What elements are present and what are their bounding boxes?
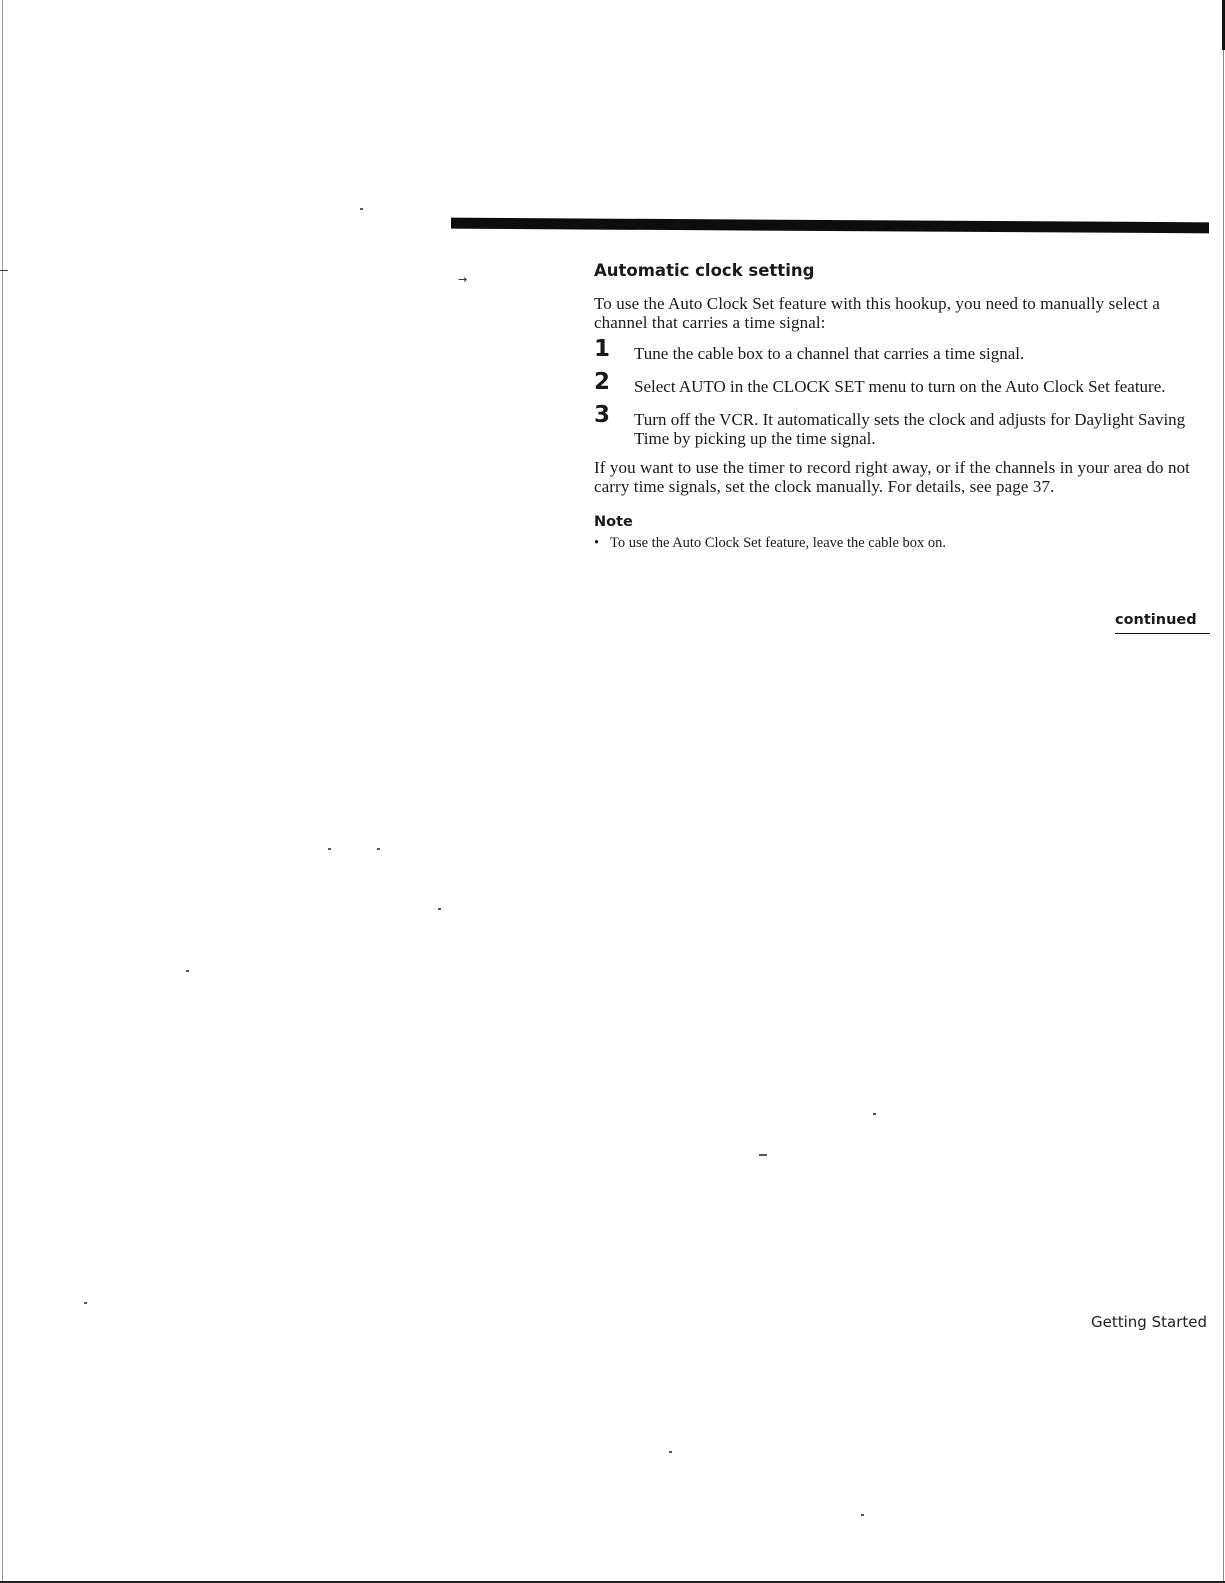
note-text: To use the Auto Clock Set feature, leave the cable box on. <box>610 535 947 551</box>
step-item <box>594 371 1194 396</box>
step-text: Tune the cable box to a channel that carries a time signal. <box>634 344 1025 363</box>
intro-paragraph: To use the Auto Clock Set feature with this hookup, you need to manually select a channel that carries a time signal: <box>594 294 1160 332</box>
scan-speck <box>438 908 441 910</box>
scan-speck <box>328 848 331 850</box>
margin-arrow-mark: → <box>458 273 468 286</box>
header-rule <box>451 218 1209 234</box>
step-item <box>594 404 1194 448</box>
note-item <box>594 534 1194 553</box>
scan-speck <box>377 848 380 850</box>
step-item <box>594 338 1194 363</box>
scan-left-tick <box>0 270 8 271</box>
manual-clock-paragraph: If you want to use the timer to record right away, or if the channels in your area do not carry time signals, set the clock manually. For details, see page 37. <box>594 458 1190 496</box>
scan-speck <box>669 1451 672 1453</box>
scan-speck <box>873 1113 876 1115</box>
scan-speck <box>84 1302 87 1304</box>
scan-right-edge <box>1223 0 1224 1583</box>
scan-speck <box>861 1514 864 1516</box>
scan-speck <box>759 1154 767 1156</box>
steps-list <box>594 338 1194 448</box>
step-number: 2 <box>594 369 611 395</box>
note-heading: Note <box>594 514 633 530</box>
note-bullet: • <box>594 535 600 551</box>
step-text: Select AUTO in the CLOCK SET menu to turn on the Auto Clock Set feature. <box>634 377 1166 396</box>
section-heading: Automatic clock setting <box>594 261 815 280</box>
step-text: Turn off the VCR. It automatically sets the clock and adjusts for Daylight Saving Time by picking up the time signal. <box>634 410 1186 448</box>
footer-section-title: Getting Started <box>1091 1313 1207 1331</box>
scan-speck <box>360 208 363 210</box>
scan-speck <box>186 970 189 972</box>
step-number: 1 <box>594 336 611 362</box>
main-content <box>594 258 1194 553</box>
step-number: 3 <box>594 402 611 428</box>
continued-label: continued <box>1115 611 1210 634</box>
scan-left-edge <box>2 0 3 1583</box>
